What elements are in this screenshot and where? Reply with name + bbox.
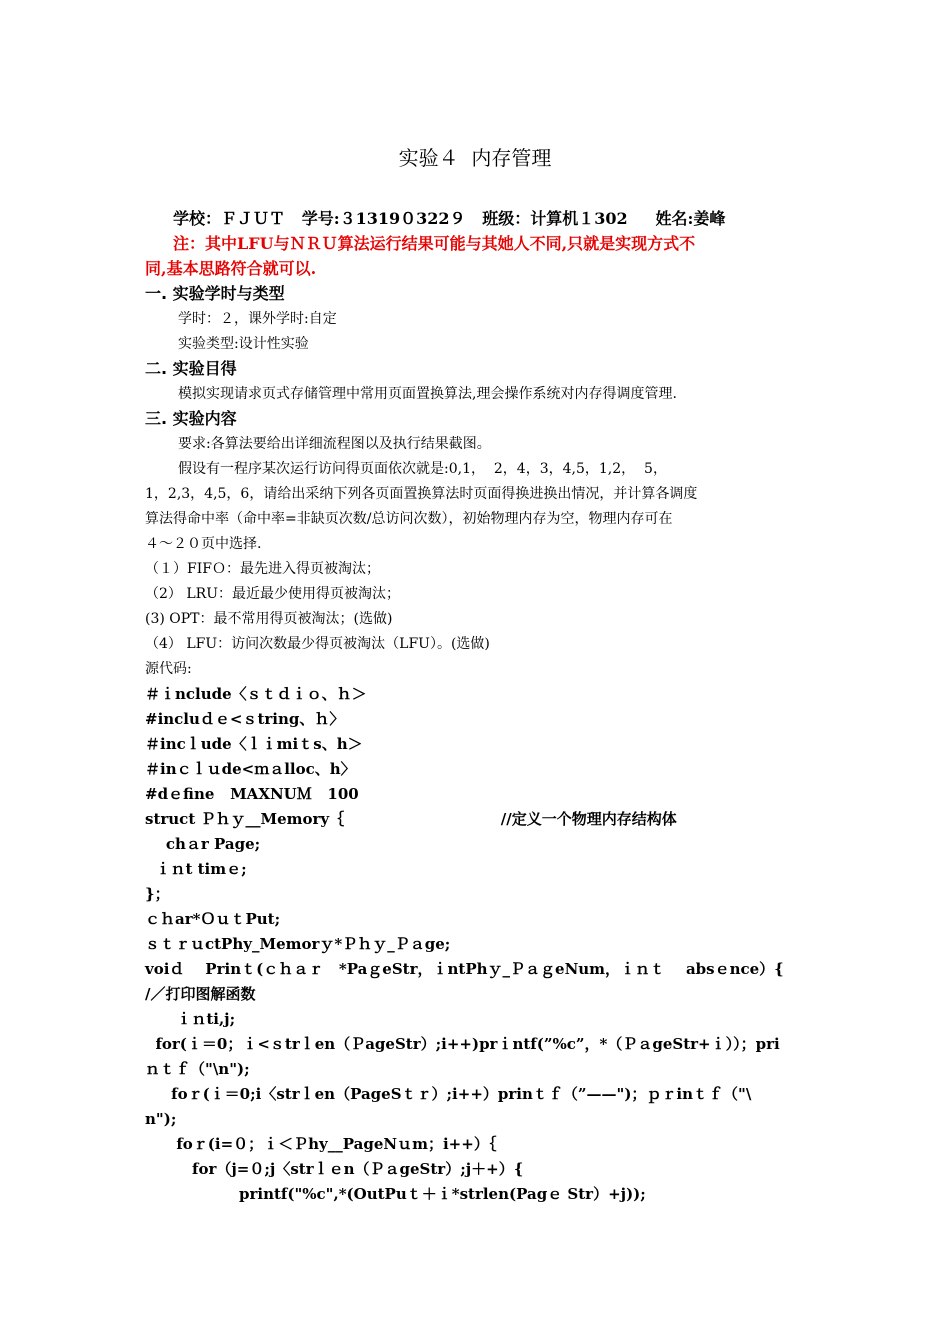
code-line: foｒ(i=０；ｉ＜Ｐhy__PageNｕm；i++）｛: [145, 1135, 497, 1153]
section-heading-1: 一. 实验学时与类型: [145, 284, 285, 303]
section-heading-3: 三. 实验内容: [145, 409, 237, 428]
code-line: for（j=０;j〈strｌｅn（ＰａgeStr）;j＋+）{: [145, 1160, 524, 1178]
code-line: #dｅfine MAXNUＭ 100: [145, 785, 359, 803]
code-line: ｉｎt timｅ;: [145, 860, 247, 878]
code-line: ｃｈar*ＯｕｔPut;: [145, 910, 281, 928]
algorithm-item: (3) OPT：最不常用得页被淘汰；(选做): [145, 611, 393, 627]
student-info: 学校：ＦＪＵＴ 学号:３1319０322９ 班级：计算机１302 姓名:姜峰: [173, 209, 726, 228]
note-line-1: 注：其中LFU与ＮＲＵ算法运行结果可能与其她人不同,只就是实现方式不: [173, 234, 696, 253]
section-1-line-1: 学时：２，课外学时:自定: [178, 311, 337, 327]
algorithm-item: （4） LFU：访问次数最少得页被淘汰（LFU）。(选做): [145, 636, 490, 652]
code-line: ＃incｌude〈ｌｉmiｔs、h＞: [145, 735, 363, 753]
section-2-line-1: 模拟实现请求页式存储管理中常用页面置换算法,理会操作系统对内存得调度管理.: [178, 386, 677, 402]
source-code-label: 源代码:: [145, 661, 192, 677]
code-line: voiｄ Prinｔ(ｃｈａｒ *PaｇeStr，ｉntPhｙ_ＰａｇeNum，ｉｎｔ absｅnce）{: [145, 960, 784, 978]
code-line: ＃ｉnclude〈ｓｔｄｉｏ、ｈ＞: [145, 685, 367, 703]
section-3-line-4: 算法得命中率（命中率=非缺页次数/总访问次数），初始物理内存为空，物理内存可在: [145, 511, 673, 527]
code-line: /／打印图解函数: [145, 985, 256, 1003]
code-line: chａr Page;: [145, 835, 261, 853]
section-1-line-2: 实验类型:设计性实验: [178, 336, 309, 352]
section-3-line-5: ４～２０页中选择.: [145, 536, 262, 552]
code-line: foｒ(ｉ＝0;i〈strｌen（PageSｔｒ）;i++）prinｔｆ（”——")；ｐｒinｔｆ（"\: [145, 1085, 752, 1103]
code-line: #incluｄｅ<ｓtring、ｈ〉: [145, 710, 345, 728]
note-line-2: 同,基本思路符合就可以.: [145, 259, 317, 278]
code-line: ｎｔｆ（"\n");: [145, 1060, 250, 1078]
code-line: }；: [145, 885, 170, 903]
code-line: struct Ｐｈｙ__Memory｛ //定义一个物理内存结构体: [145, 810, 677, 828]
code-line: ＃inｃｌｕde<ｍａlloc、h〉: [145, 760, 356, 778]
page-title: 实验４ 内存管理: [398, 146, 552, 170]
code-line: ｉｎti,j;: [145, 1010, 236, 1028]
section-heading-2: 二. 实验目得: [145, 359, 237, 378]
algorithm-item: （2） LRU：最近最少使用得页被淘汰；: [145, 586, 400, 602]
algorithm-item: （１）FIFＯ：最先进入得页被淘汰；: [145, 561, 380, 577]
code-line: printf("%c",*(OutPuｔ＋ｉ*strlen(Pagｅ Str）+j));: [145, 1185, 646, 1203]
code-line: ｓｔｒｕctPhy_Memorｙ*Ｐｈｙ_Ｐａge;: [145, 935, 451, 953]
section-3-line-3: 1，2,3，4,5，6，请给出采纳下列各页面置换算法时页面得换进换出情况，并计算各调度: [145, 486, 698, 502]
code-line: n");: [145, 1110, 177, 1128]
section-3-line-1: 要求:各算法要给出详细流程图以及执行结果截图。: [178, 436, 491, 452]
section-3-line-2: 假设有一程序某次运行访问得页面依次就是:0,1， 2，4，3，4,5，1,2， 5，: [178, 461, 667, 477]
code-line: for(ｉ＝0；ｉ<ｓtrｌen（ＰageStr）;i++)prｉntf(”%c”，*（ＰａgeStr+ｉ））；pri: [145, 1035, 780, 1053]
